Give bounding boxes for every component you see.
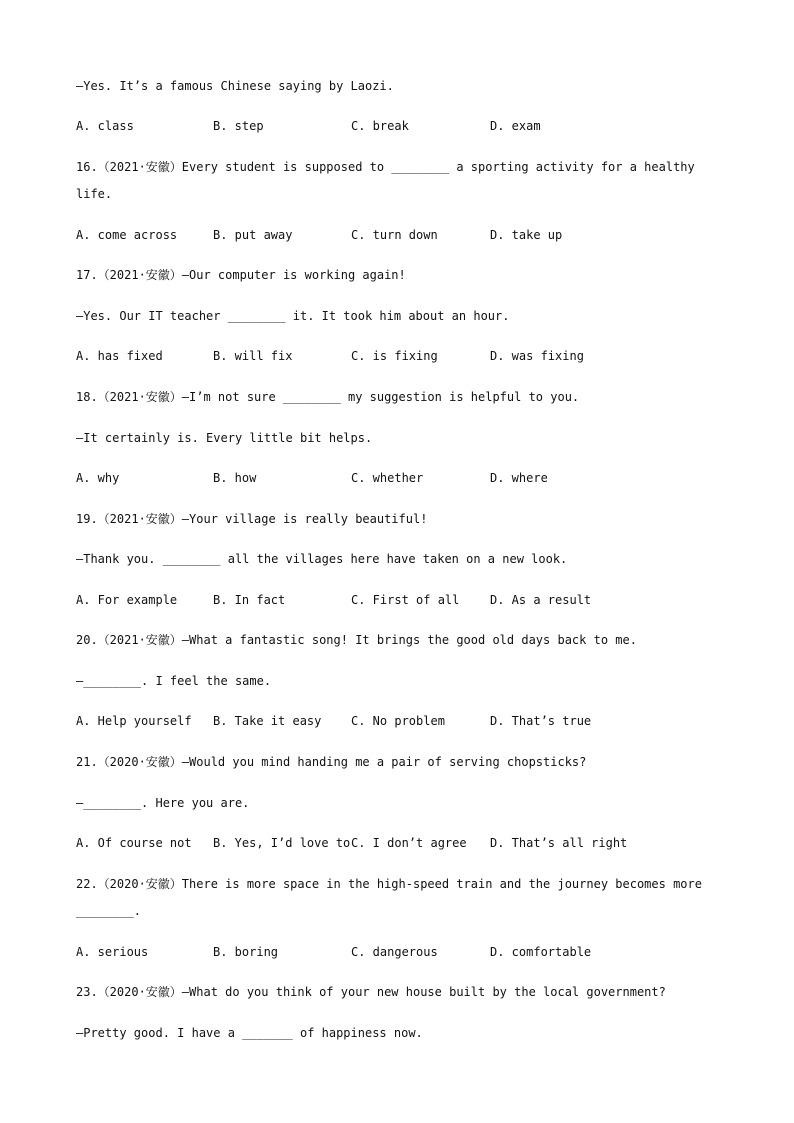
q20-options [76, 713, 716, 729]
option-a: A. why [76, 471, 120, 485]
option-c: C. is fixing [351, 349, 438, 363]
option-a: A. For example [76, 593, 178, 607]
option-d: D. That’s true [490, 714, 592, 728]
option-a: A. serious [76, 945, 149, 959]
option-b: B. Yes, I’d love to [213, 836, 351, 850]
option-d: D. That’s all right [490, 836, 628, 850]
option-d: D. comfortable [490, 945, 592, 959]
option-b: B. how [213, 471, 257, 485]
option-c: C. First of all [351, 593, 460, 607]
option-b: B. boring [213, 945, 279, 959]
option-b: B. step [213, 119, 264, 133]
q22-stem-cont: ________. [76, 904, 142, 918]
option-c: C. turn down [351, 228, 438, 242]
option-a: A. Help yourself [76, 714, 192, 728]
option-b: B. In fact [213, 593, 286, 607]
q21-options [76, 835, 716, 851]
q23-stem: 23.（2020·安徽）—What do you think of your new house built by the local government? [76, 985, 666, 999]
option-b: B. put away [213, 228, 293, 242]
option-b: B. will fix [213, 349, 293, 363]
q17-reply: —Yes. Our IT teacher ________ it. It took him about an hour. [76, 309, 510, 323]
option-c: C. break [351, 119, 409, 133]
q18-stem: 18.（2021·安徽）—I’m not sure ________ my suggestion is helpful to you. [76, 390, 580, 404]
q18-options [76, 470, 716, 486]
option-d: D. exam [490, 119, 541, 133]
q15-answer-line: —Yes. It’s a famous Chinese saying by Laozi. [76, 79, 394, 93]
option-d: D. As a result [490, 593, 592, 607]
option-d: D. where [490, 471, 548, 485]
q18-reply: —It certainly is. Every little bit helps. [76, 431, 373, 445]
q21-reply: —________. Here you are. [76, 796, 250, 810]
q20-stem: 20.（2021·安徽）—What a fantastic song! It brings the good old days back to me. [76, 633, 637, 647]
q23-reply: —Pretty good. I have a _______ of happiness now. [76, 1026, 423, 1040]
q17-options [76, 348, 716, 364]
q16-options [76, 227, 716, 243]
q22-options [76, 944, 716, 960]
option-d: D. was fixing [490, 349, 584, 363]
option-a: A. has fixed [76, 349, 163, 363]
q19-options [76, 592, 716, 608]
q19-reply: —Thank you. ________ all the villages here have taken on a new look. [76, 552, 568, 566]
option-c: C. No problem [351, 714, 445, 728]
option-a: A. come across [76, 228, 178, 242]
option-a: A. class [76, 119, 134, 133]
q22-stem: 22.（2020·安徽）There is more space in the high-speed train and the journey becomes more [76, 877, 702, 891]
option-b: B. Take it easy [213, 714, 322, 728]
option-c: C. whether [351, 471, 424, 485]
q20-reply: —________. I feel the same. [76, 674, 272, 688]
option-d: D. take up [490, 228, 563, 242]
option-c: C. dangerous [351, 945, 438, 959]
q21-stem: 21.（2020·安徽）—Would you mind handing me a pair of serving chopsticks? [76, 755, 587, 769]
option-a: A. Of course not [76, 836, 192, 850]
q16-stem-cont: life. [76, 187, 113, 201]
q16-stem: 16.（2021·安徽）Every student is supposed to ________ a sporting activity for a healthy [76, 160, 695, 174]
option-c: C. I don’t agree [351, 836, 467, 850]
q15-options [76, 118, 716, 134]
q19-stem: 19.（2021·安徽）—Your village is really beautiful! [76, 512, 428, 526]
q17-stem: 17.（2021·安徽）—Our computer is working again! [76, 268, 406, 282]
